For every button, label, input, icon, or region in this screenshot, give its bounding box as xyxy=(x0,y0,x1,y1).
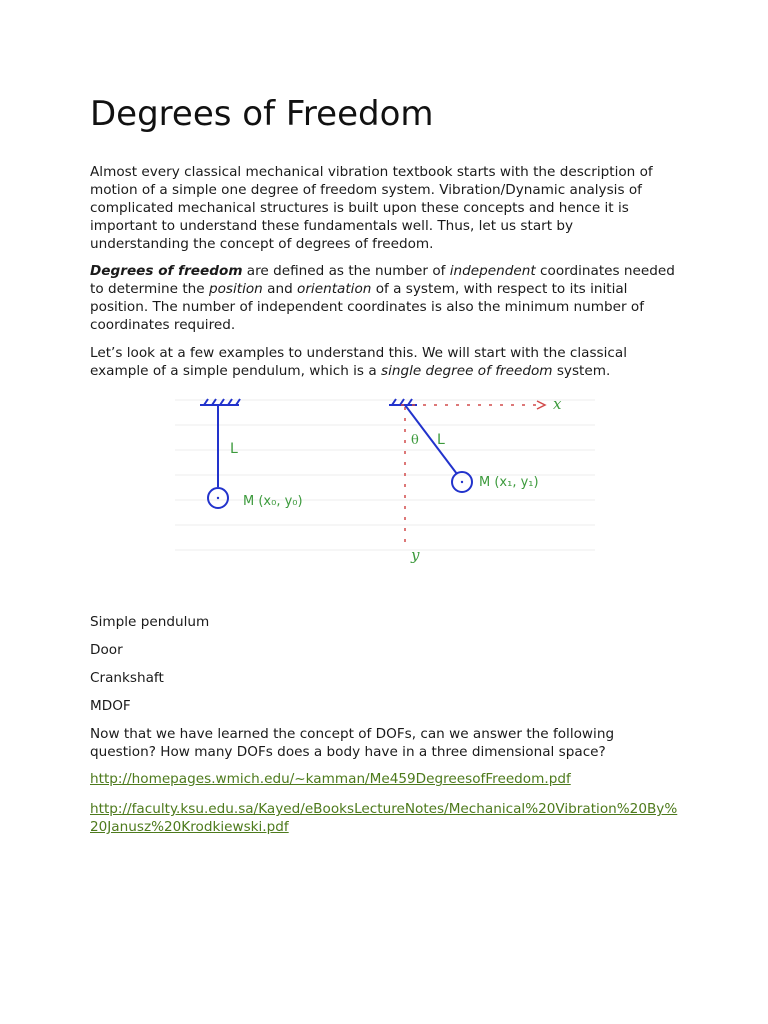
definition-text-2: coordinates needed to determine the xyxy=(90,263,675,297)
question-paragraph: Now that we have learned the concept of DOFs, can we answer the following question? How many DOFs does a body have in a three dimensional space? xyxy=(90,726,615,760)
definition-independent: independent xyxy=(449,263,536,279)
examples-emphasis: single degree of freedom xyxy=(380,363,553,379)
right-length-label: L xyxy=(437,432,445,448)
examples-text-1: Let’s look at a few examples to understand this. We will start with the classical example of a simple pendulum, which is a xyxy=(90,345,627,379)
reference-link-ksu[interactable]: http://faculty.ksu.edu.sa/Kayed/eBooksLectureNotes/Mechanical%20Vibration%20By%20Janusz%20Krodkiewski.pdf xyxy=(90,801,678,835)
reference-link-wmich[interactable]: http://homepages.wmich.edu/~kamman/Me459DegreesofFreedom.pdf xyxy=(90,771,571,787)
pendulum-sketch xyxy=(175,390,595,570)
x-axis-label: x xyxy=(553,395,562,413)
list-item: Crankshaft xyxy=(90,670,164,686)
y-axis-label: y xyxy=(411,546,420,564)
right-mass-label: M (x₁, y₁) xyxy=(479,475,539,490)
left-pendulum xyxy=(200,399,303,509)
x-arrow-head xyxy=(537,401,545,409)
theta-label: θ xyxy=(411,433,419,448)
pendulum-figure xyxy=(175,390,595,570)
definition-term: Degrees of freedom xyxy=(90,263,243,279)
examples-paragraph xyxy=(90,344,675,380)
definition-orientation: orientation xyxy=(297,281,372,297)
definition-paragraph xyxy=(90,262,675,334)
definition-text-4: of a system, with respect to its initial position. The number of independent coordinates is also the minimum number of coordinates required. xyxy=(90,281,644,333)
definition-position: position xyxy=(208,281,263,297)
list-item: MDOF xyxy=(90,698,131,714)
definition-text-1: are defined as the number of xyxy=(242,263,450,279)
left-mass-label: M (x₀, y₀) xyxy=(243,494,303,509)
page-title: Degrees of Freedom xyxy=(90,94,434,134)
intro-paragraph: Almost every classical mechanical vibration textbook starts with the description of motion of a simple one degree of freedom system. Vibration/Dynamic analysis of complicated mechanical structures is built upon these concepts and hence it is important to understand these fundamentals well. Thus, let us start by understanding the concept of degrees of freedom. xyxy=(90,164,653,252)
examples-text-2: system. xyxy=(552,363,611,379)
left-length-label: L xyxy=(230,441,238,457)
list-item: Door xyxy=(90,642,123,658)
list-item: Simple pendulum xyxy=(90,614,210,630)
definition-text-3: and xyxy=(262,281,298,297)
right-pendulum xyxy=(389,395,562,564)
